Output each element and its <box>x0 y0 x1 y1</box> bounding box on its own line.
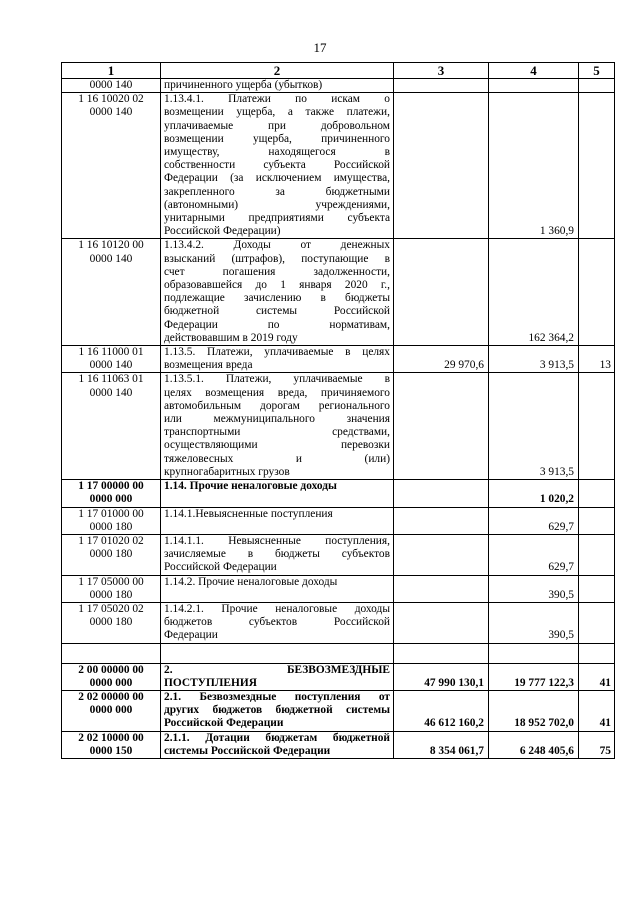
description-line: 2. БЕЗВОЗМЕЗДНЫЕ <box>164 663 390 676</box>
row-percent <box>579 575 615 602</box>
row-percent: 41 <box>579 690 615 731</box>
description-line: Российской Федерации <box>164 561 277 574</box>
description-line: взысканий (штрафов), поступающие в <box>164 252 390 265</box>
header-col-1: 1 <box>62 63 161 79</box>
table-body <box>62 79 615 759</box>
row-plan-value <box>394 602 489 643</box>
code-line: 0000 150 <box>89 744 133 757</box>
description-line: подлежащие зачислению в бюджеты <box>164 292 390 305</box>
row-description <box>161 534 394 575</box>
row-description <box>161 239 394 346</box>
row-code <box>62 575 161 602</box>
code-line: 0000 000 <box>89 676 133 689</box>
code-line: 1 16 11000 01 <box>78 346 144 359</box>
row-percent: 41 <box>579 663 615 690</box>
row-code <box>62 239 161 346</box>
code-line: 0000 140 <box>89 359 133 372</box>
description-line: бюджетной системы Российской <box>164 305 390 318</box>
row-description <box>161 575 394 602</box>
row-percent <box>579 373 615 480</box>
row-percent <box>579 643 615 663</box>
row-percent <box>579 239 615 346</box>
row-description <box>161 690 394 731</box>
row-actual-value: 162 364,2 <box>489 239 579 346</box>
description-line: действовавшим в 2019 году <box>164 331 298 344</box>
row-description <box>161 602 394 643</box>
row-code <box>62 602 161 643</box>
row-percent <box>579 602 615 643</box>
row-plan-value <box>394 93 489 239</box>
description-line: 1.13.4.2. Доходы от денежных <box>164 239 390 252</box>
description-line: целях возмещения вреда, причиняемого <box>164 386 390 399</box>
header-col-2: 2 <box>161 63 394 79</box>
code-line: 0000 140 <box>89 386 133 399</box>
table-row <box>62 602 615 643</box>
row-code <box>62 93 161 239</box>
description-line: 2.1. Безвозмездные поступления от <box>164 690 390 703</box>
budget-table <box>61 62 615 759</box>
code-line: 1 17 01000 00 <box>78 507 144 520</box>
row-plan-value <box>394 373 489 480</box>
code-line: 0000 140 <box>89 252 133 265</box>
code-line: 1 17 00000 00 <box>78 480 144 493</box>
row-actual-value: 3 913,5 <box>489 373 579 480</box>
description-line: 1.13.4.1. Платежи по искам о <box>164 93 390 106</box>
code-line: 0000 180 <box>89 520 133 533</box>
code-line: 2 02 10000 00 <box>78 731 144 744</box>
row-percent: 75 <box>579 731 615 758</box>
table-row <box>62 690 615 731</box>
description-line: 1.13.5. Платежи, уплачиваемые в целях <box>164 346 390 359</box>
row-plan-value <box>394 79 489 93</box>
row-code <box>62 79 161 93</box>
row-actual-value: 1 020,2 <box>489 480 579 507</box>
row-actual-value: 1 360,9 <box>489 93 579 239</box>
row-code <box>62 480 161 507</box>
table-row <box>62 575 615 602</box>
description-line: других бюджетов бюджетной системы <box>164 704 390 717</box>
description-line: 1.14.2.1. Прочие неналоговые доходы <box>164 602 390 615</box>
code-line: 2 02 00000 00 <box>78 690 144 703</box>
code-line: 1 17 01020 02 <box>78 534 144 547</box>
table-row <box>62 93 615 239</box>
description-line: собственности субъекта Российской <box>164 159 390 172</box>
row-code <box>62 731 161 758</box>
description-line: возмещении ущерба, а также платежи, <box>164 106 390 119</box>
row-plan-value <box>394 480 489 507</box>
description-line: Российской Федерации <box>164 717 284 730</box>
description-line: уплачиваемые при добровольном <box>164 119 390 132</box>
row-code <box>62 690 161 731</box>
row-actual-value: 19 777 122,3 <box>489 663 579 690</box>
row-plan-value <box>394 575 489 602</box>
code-line: 0000 180 <box>89 548 133 561</box>
description-line: системы Российской Федерации <box>164 744 331 757</box>
description-line: закрепленного за бюджетными <box>164 185 390 198</box>
row-actual-value: 629,7 <box>489 507 579 534</box>
description-line: 1.14. Прочие неналоговые доходы <box>164 480 337 493</box>
table-row <box>62 79 615 93</box>
row-description <box>161 373 394 480</box>
row-plan-value <box>394 507 489 534</box>
description-line: 2.1.1. Дотации бюджетам бюджетной <box>164 731 390 744</box>
description-line: ПОСТУПЛЕНИЯ <box>164 676 257 689</box>
row-actual-value: 390,5 <box>489 602 579 643</box>
row-actual-value: 6 248 405,6 <box>489 731 579 758</box>
table-row <box>62 507 615 534</box>
description-line: возмещении ущерба, причиненного <box>164 132 390 145</box>
description-line: 1.14.1.Невыясненные поступления <box>164 507 333 520</box>
row-plan-value: 47 990 130,1 <box>394 663 489 690</box>
row-plan-value <box>394 643 489 663</box>
description-line: крупногабаритных грузов <box>164 465 290 478</box>
table-row <box>62 534 615 575</box>
row-description <box>161 79 394 93</box>
row-actual-value: 18 952 702,0 <box>489 690 579 731</box>
table-row <box>62 663 615 690</box>
description-line: 1.14.2. Прочие неналоговые доходы <box>164 575 338 588</box>
table-row <box>62 480 615 507</box>
row-plan-value <box>394 239 489 346</box>
description-line: (автономными) учреждениями, <box>164 198 390 211</box>
row-actual-value: 629,7 <box>489 534 579 575</box>
row-description <box>161 346 394 373</box>
code-line: 0000 180 <box>89 588 133 601</box>
table-row <box>62 731 615 758</box>
row-code <box>62 663 161 690</box>
code-line: 0000 140 <box>89 79 133 91</box>
description-line: 1.13.5.1. Платежи, уплачиваемые в <box>164 373 390 386</box>
header-col-3: 3 <box>394 63 489 79</box>
table-row <box>62 643 615 663</box>
row-percent: 13 <box>579 346 615 373</box>
description-line: образовавшейся до 1 января 2020 г., <box>164 279 390 292</box>
row-description <box>161 663 394 690</box>
description-line: счет погашения задолженности, <box>164 265 390 278</box>
row-actual-value: 390,5 <box>489 575 579 602</box>
code-line: 2 00 00000 00 <box>78 663 144 676</box>
table-row <box>62 373 615 480</box>
code-line: 1 17 05020 02 <box>78 602 144 615</box>
row-actual-value: 3 913,5 <box>489 346 579 373</box>
description-line: причиненного ущерба (убытков) <box>164 79 323 91</box>
row-description <box>161 507 394 534</box>
description-line: Федерации по нормативам, <box>164 318 390 331</box>
row-percent <box>579 534 615 575</box>
table-row <box>62 239 615 346</box>
row-code <box>62 643 161 663</box>
code-line: 1 16 10020 02 <box>78 93 144 106</box>
row-percent <box>579 480 615 507</box>
description-line: или межмуниципального значения <box>164 413 390 426</box>
description-line: имуществу, находящегося в <box>164 146 390 159</box>
code-line: 1 16 10120 00 <box>78 239 144 252</box>
row-plan-value <box>394 534 489 575</box>
code-line: 1 16 11063 01 <box>78 373 144 386</box>
row-description <box>161 93 394 239</box>
row-actual-value <box>489 643 579 663</box>
description-line: возмещения вреда <box>164 359 253 372</box>
description-line: Федерации (за исключением имущества, <box>164 172 390 185</box>
row-code <box>62 507 161 534</box>
header-row <box>62 63 615 79</box>
row-description <box>161 480 394 507</box>
row-percent <box>579 79 615 93</box>
row-plan-value: 8 354 061,7 <box>394 731 489 758</box>
description-line: 1.14.1.1. Невыясненные поступления, <box>164 534 390 547</box>
row-description <box>161 643 394 663</box>
row-percent <box>579 507 615 534</box>
description-line: автомобильным дорогам регионального <box>164 399 390 412</box>
row-plan-value: 29 970,6 <box>394 346 489 373</box>
description-line: унитарными предприятиями субъекта <box>164 212 390 225</box>
row-description <box>161 731 394 758</box>
row-percent <box>579 93 615 239</box>
row-code <box>62 346 161 373</box>
code-line: 0000 140 <box>89 106 133 119</box>
description-line: Федерации <box>164 629 218 642</box>
code-line: 0000 180 <box>89 616 133 629</box>
description-line: транспортными средствами, <box>164 426 390 439</box>
description-line: зачисляемые в бюджеты субъектов <box>164 548 390 561</box>
row-code <box>62 373 161 480</box>
description-line: Российской Федерации) <box>164 225 281 238</box>
row-plan-value: 46 612 160,2 <box>394 690 489 731</box>
code-line: 0000 000 <box>89 493 133 506</box>
description-line: тяжеловесных и (или) <box>164 452 390 465</box>
table-row <box>62 346 615 373</box>
header-col-4: 4 <box>489 63 579 79</box>
description-line: бюджетов субъектов Российской <box>164 616 390 629</box>
code-line: 1 17 05000 00 <box>78 575 144 588</box>
code-line: 0000 000 <box>89 704 133 717</box>
description-line: осуществляющими перевозки <box>164 439 390 452</box>
row-actual-value <box>489 79 579 93</box>
row-code <box>62 534 161 575</box>
header-col-5: 5 <box>579 63 615 79</box>
page-number: 17 <box>313 40 327 55</box>
